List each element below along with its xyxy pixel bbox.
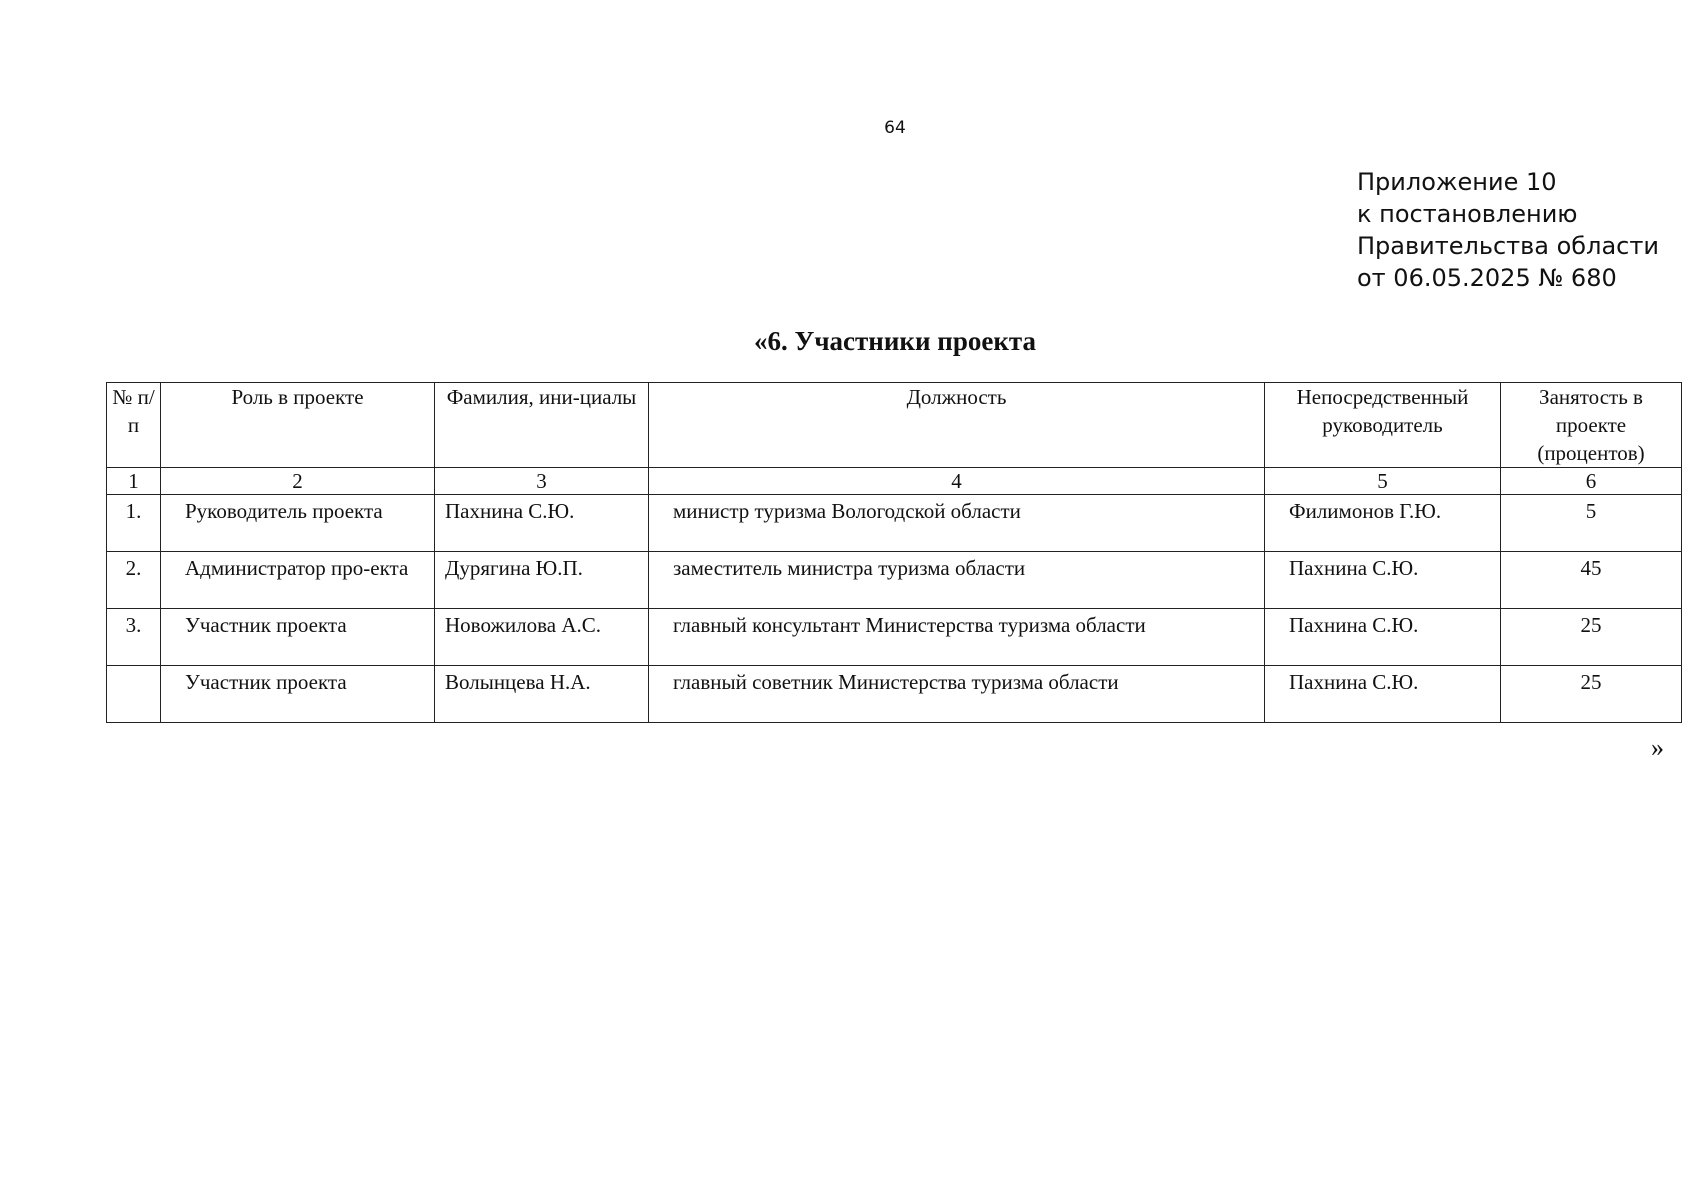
manager-cell: Филимонов Г.Ю. <box>1265 495 1501 552</box>
manager-cell: Пахнина С.Ю. <box>1265 552 1501 609</box>
table-row <box>107 609 1682 666</box>
table-row <box>107 666 1682 723</box>
appendix-line: Правительства области <box>1357 232 1659 260</box>
column-number: 4 <box>649 468 1265 495</box>
appendix-line: к постановлению <box>1357 200 1578 228</box>
column-number-row <box>107 468 1682 495</box>
header-cell-manager: Непосредственный руководитель <box>1265 383 1501 468</box>
name-cell: Дурягина Ю.П. <box>435 552 649 609</box>
row-number <box>107 666 161 723</box>
appendix-block <box>1357 166 1659 294</box>
column-number: 3 <box>435 468 649 495</box>
header-cell-percent: Занятость в проекте (процентов) <box>1501 383 1682 468</box>
column-number: 5 <box>1265 468 1501 495</box>
role-cell: Руководитель проекта <box>161 495 435 552</box>
header-cell-role: Роль в проекте <box>161 383 435 468</box>
row-number: 2. <box>107 552 161 609</box>
position-cell: главный советник Министерства туризма области <box>649 666 1265 723</box>
participants-table <box>106 382 1682 723</box>
role-cell: Участник проекта <box>161 666 435 723</box>
table-row <box>107 495 1682 552</box>
position-cell: заместитель министра туризма области <box>649 552 1265 609</box>
row-number: 1. <box>107 495 161 552</box>
row-number: 3. <box>107 609 161 666</box>
header-cell-position: Должность <box>649 383 1265 468</box>
percent-cell: 45 <box>1501 552 1682 609</box>
percent-cell: 5 <box>1501 495 1682 552</box>
closing-quote: » <box>1651 733 1664 762</box>
header-cell-name: Фамилия, ини-циалы <box>435 383 649 468</box>
page-number: 64 <box>884 118 906 138</box>
position-cell: министр туризма Вологодской области <box>649 495 1265 552</box>
column-number: 6 <box>1501 468 1682 495</box>
name-cell: Волынцева Н.А. <box>435 666 649 723</box>
name-cell: Новожилова А.С. <box>435 609 649 666</box>
column-number: 2 <box>161 468 435 495</box>
name-cell: Пахнина С.Ю. <box>435 495 649 552</box>
position-cell: главный консультант Министерства туризма области <box>649 609 1265 666</box>
table-row <box>107 552 1682 609</box>
percent-cell: 25 <box>1501 666 1682 723</box>
column-number: 1 <box>107 468 161 495</box>
percent-cell: 25 <box>1501 609 1682 666</box>
header-cell-number: № п/п <box>107 383 161 468</box>
appendix-line: от 06.05.2025 № 680 <box>1357 264 1617 292</box>
appendix-line: Приложение 10 <box>1357 168 1557 196</box>
manager-cell: Пахнина С.Ю. <box>1265 609 1501 666</box>
header-row <box>107 383 1682 468</box>
manager-cell: Пахнина С.Ю. <box>1265 666 1501 723</box>
section-title: «6. Участники проекта <box>754 326 1036 356</box>
role-cell: Участник проекта <box>161 609 435 666</box>
role-cell: Администратор про-екта <box>161 552 435 609</box>
